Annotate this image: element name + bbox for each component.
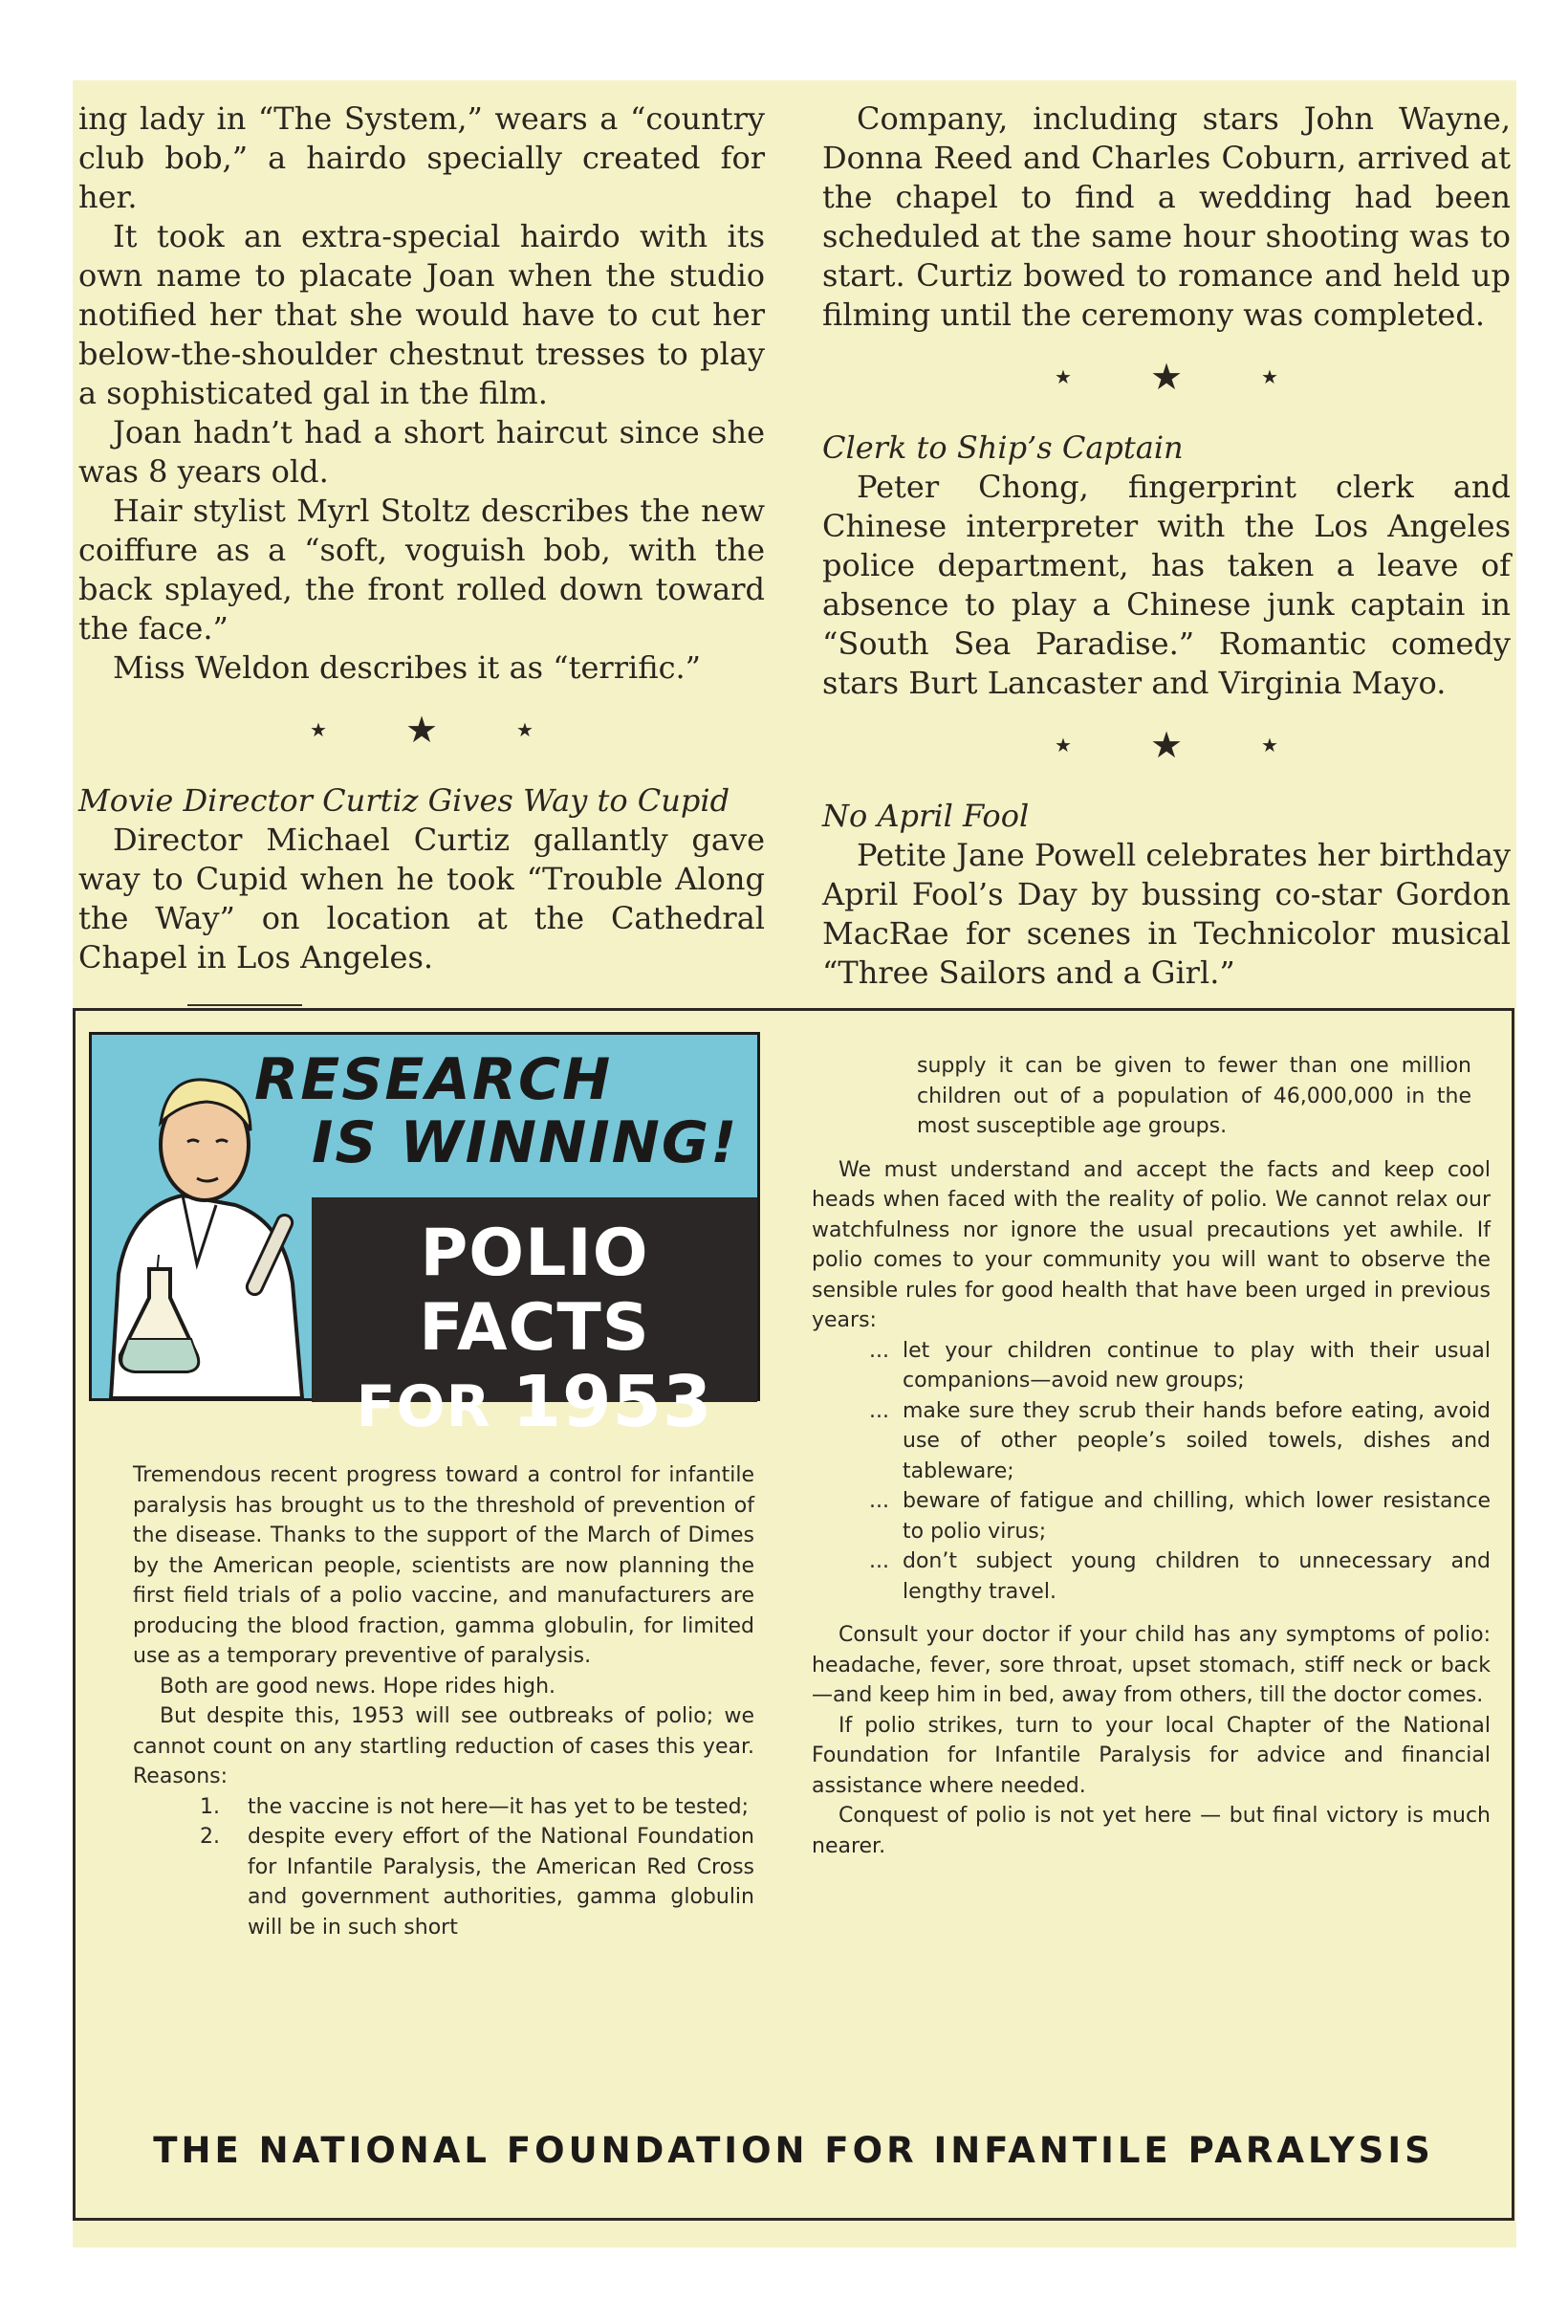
- list-item: ... beware of fatigue and chilling, which lower resistance to polio virus;: [869, 1489, 1491, 1544]
- divider-rule: [187, 1004, 302, 1006]
- right-column: [822, 99, 1511, 993]
- star-icon: ★: [1261, 734, 1278, 756]
- star-separator: [822, 724, 1511, 776]
- article-paragraph: ing lady in “The System,” wears a “country club bob,” a hairdo specially created for her.: [78, 100, 765, 215]
- article-paragraph: Peter Chong, fingerprint clerk and Chinese interpreter with the Los Angeles police department, has taken a leave of absence to play a Chinese junk captain in “South Sea Paradise.” Romantic comedy stars Burt Lancaster and Virginia Mayo.: [822, 469, 1511, 701]
- star-icon: ★: [310, 718, 327, 741]
- star-icon: ★: [1149, 356, 1184, 398]
- article-paragraph: Petite Jane Powell celebrates her birthday April Fool’s Day by bussing co-star Gordon MacRae for scenes in Technicolor musical “Three Sailors and a Girl.”: [822, 837, 1511, 991]
- left-column: [78, 99, 765, 977]
- star-icon: ★: [1055, 365, 1072, 388]
- headline-line-1: RESEARCH: [254, 1046, 613, 1113]
- star-icon: ★: [516, 718, 534, 741]
- ad-banner: [89, 1032, 760, 1443]
- ad-paragraph: Consult your doctor if your child has any symptoms of polio: headache, fever, sore throat, upset stomach, stiff neck or back—and keep him in bed, away from others, till the doctor comes.: [812, 1623, 1491, 1707]
- list-item: 2. despite every effort of the National Foundation for Infantile Paralysis, the American Red Cross and government authorities, gamma globulin will be in such short: [200, 1825, 754, 1940]
- headline-line-2: IS WINNING!: [312, 1109, 739, 1176]
- article-paragraph: Director Michael Curtiz gallantly gave way to Cupid when he took “Trouble Along the Way” on location at the Cathedral Chapel in Los Angeles.: [78, 822, 765, 976]
- ad-left-column: [133, 1460, 754, 1942]
- reasons-list: [133, 1792, 754, 1943]
- article-paragraph: Hair stylist Myrl Stoltz describes the new coiffure as a “soft, voguish bob, with the back splayed, the front rolled down toward the face.”: [78, 493, 765, 647]
- polio-facts-year: FOR 1953: [356, 1361, 713, 1443]
- ad-paragraph: But despite this, 1953 will see outbreaks of polio; we cannot count on any startling reduction of cases this year. Reasons:: [133, 1704, 754, 1788]
- star-icon: ★: [1055, 734, 1072, 756]
- polio-facts-box: [312, 1197, 757, 1443]
- ad-footer: THE NATIONAL FOUNDATION FOR INFANTILE PARALYSIS: [153, 2130, 1434, 2171]
- list-item: ... don’t subject young children to unnecessary and lengthy travel.: [869, 1549, 1491, 1604]
- ad-paragraph: Both are good news. Hope rides high.: [160, 1674, 556, 1699]
- list-item: 1. the vaccine is not here—it has yet to be tested;: [200, 1794, 750, 1819]
- polio-facts-title: POLIO FACTS: [419, 1216, 650, 1366]
- star-icon: ★: [1261, 365, 1278, 388]
- article-paragraph: Miss Weldon describes it as “terrific.”: [113, 649, 702, 686]
- star-icon: ★: [404, 709, 439, 751]
- polio-advertisement: [73, 1008, 1514, 2221]
- list-item: ... let your children continue to play with their usual companions—avoid new groups;: [869, 1338, 1491, 1392]
- section-heading: No April Fool: [822, 798, 1030, 834]
- article-paragraph: It took an extra-special hairdo with its own name to placate Joan when the studio notified her that she would have to cut her below-the-shoulder chestnut tresses to play a sophisticated gal in the film.: [78, 218, 765, 411]
- star-icon: ★: [1149, 724, 1184, 766]
- ad-headline: [245, 1048, 742, 1174]
- article-paragraph: Joan hadn’t had a short haircut since she was 8 years old.: [78, 414, 765, 490]
- section-heading: Clerk to Ship’s Captain: [822, 429, 1184, 466]
- ad-right-column: [812, 1051, 1491, 1861]
- ad-paragraph: Tremendous recent progress toward a control for infantile paralysis has brought us to the threshold of prevention of the disease. Thanks to the support of the March of Dimes by the American people, scientists are now planning the first field trials of a polio vaccine, and manufacturers are producing the blood fraction, gamma globulin, for limited use as a temporary preventive of paralysis.: [133, 1463, 754, 1668]
- star-separator: [822, 356, 1511, 407]
- magazine-page: [73, 80, 1516, 2247]
- ad-paragraph: We must understand and accept the facts and keep cool heads when faced with the reality of polio. We cannot relax our watchfulness nor ignore the usual precautions yet awhile. If polio comes to your community you will want to observe the sensible rules for good health that have been urged in previous years:: [812, 1157, 1491, 1332]
- ad-paragraph: supply it can be given to fewer than one million children out of a population of 46,000,000 in the most susceptible age groups.: [917, 1054, 1471, 1138]
- list-item: ... make sure they scrub their hands before eating, avoid use of other people’s soiled towels, dishes and tableware;: [869, 1398, 1491, 1483]
- ad-paragraph: If polio strikes, turn to your local Chapter of the National Foundation for Infantile Paralysis for advice and financial assistance where needed.: [812, 1713, 1491, 1798]
- health-rules-list: [812, 1336, 1491, 1608]
- star-separator: [78, 709, 765, 760]
- article-paragraph: Company, including stars John Wayne, Donna Reed and Charles Coburn, arrived at the chapel to find a wedding had been scheduled at the same hour shooting was to start. Curtiz bowed to romance and held up filming until the ceremony was completed.: [822, 100, 1511, 333]
- ad-paragraph: Conquest of polio is not yet here — but final victory is much nearer.: [812, 1804, 1491, 1858]
- section-heading: Movie Director Curtiz Gives Way to Cupid: [78, 782, 730, 819]
